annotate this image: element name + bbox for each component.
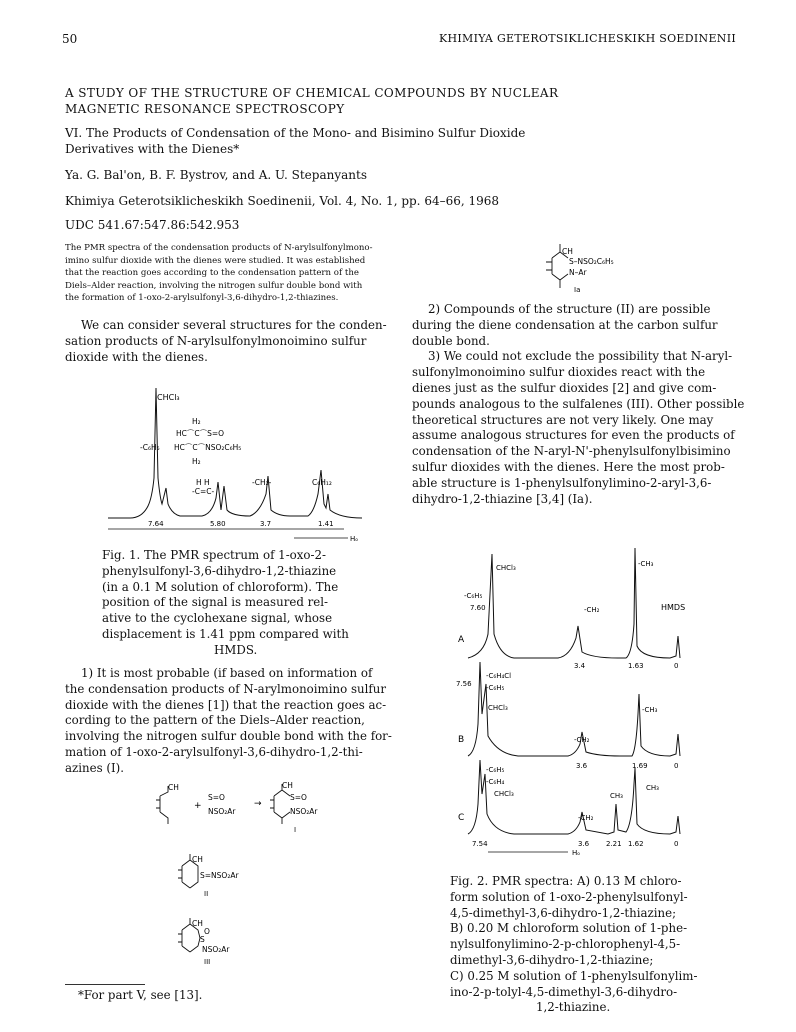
fig2-c-221: 2.21 <box>606 840 622 848</box>
fig2-caption-line: Fig. 2. PMR spectra: A) 0.13 M chloro- <box>450 874 682 888</box>
fig1-label-chcl3: CHCl₃ <box>157 393 180 402</box>
fig2-b-169: 1.69 <box>632 762 648 770</box>
structure-iii-o: O <box>204 927 210 936</box>
fig1-label-hc-n: HC⌒C⌒NSO₂C₆H₅ <box>174 443 242 452</box>
fig2-caption-line: dimethyl-3,6-dihydro-1,2-thiazine; <box>450 952 654 967</box>
fig2-b-ch2: -CH₂ <box>574 736 590 744</box>
fig2-caption-line: ino-2-p-tolyl-4,5-dimethyl-3,6-dihydro- <box>450 984 678 999</box>
right-line: 3) We could not exclude the possibility that N-aryl- <box>428 349 733 364</box>
structure-iii-nso2ar: NSO₂Ar <box>202 945 230 954</box>
right-line: double bond. <box>412 333 490 348</box>
fig1-caption-line: HMDS. <box>214 642 258 657</box>
fig1-tick-141: 1.41 <box>318 520 334 528</box>
fig2-c-c6h4: -C₆H₄ <box>486 778 505 786</box>
fig1-caption-line: (in a 0.1 M solution of chloroform). The <box>102 579 339 594</box>
part-title-line-2: Derivatives with the Dienes* <box>65 142 240 156</box>
right-line: dienes just as the sulfur dioxides [2] and give com- <box>412 380 717 395</box>
abstract-line: Diels–Alder reaction, involving the nitrogen sulfur double bond with <box>65 280 363 291</box>
abstract-line: imino sulfur dioxide with the dienes were studied. It was established <box>65 255 366 266</box>
journal-header: KHIMIYA GETEROTSIKLICHESKIKH SOEDINENII <box>438 32 736 45</box>
right-line: sulfonylmonoimino sulfur dioxides react with the <box>412 365 706 380</box>
scheme-so: S=O <box>208 793 225 802</box>
scheme-ch-a: CH <box>168 783 179 792</box>
fig2-b-chcl3: CHCl₃ <box>488 704 508 712</box>
abstract-line: The PMR spectra of the condensation products of N-arylsulfonylmono- <box>65 243 373 253</box>
right-line: sulfur dioxides with the dienes. Here the most prob- <box>412 459 725 474</box>
intro-line: dioxide with the dienes. <box>65 349 208 364</box>
fig1-tick-764: 7.64 <box>148 520 164 528</box>
structure-ii <box>170 852 280 902</box>
fig2-axis-label: Hₒ <box>572 849 581 857</box>
right-line: 2) Compounds of the structure (II) are possible <box>428 302 711 316</box>
fig2-caption-line: C) 0.25 M solution of 1-phenylsulfonylim- <box>450 968 698 983</box>
fig2-a-0: 0 <box>674 662 679 670</box>
fig2-caption-line: 1,2-thiazine. <box>536 1000 611 1015</box>
fig2-a-34: 3.4 <box>574 662 586 670</box>
scheme-plus: + <box>194 801 202 811</box>
fig2-b-c6h5: -C₆H₅ <box>486 684 505 692</box>
paragraph-1 <box>65 666 390 777</box>
scheme-ch-b: CH <box>282 781 293 790</box>
intro-paragraph <box>65 318 390 365</box>
fig2-b-0: 0 <box>674 762 679 770</box>
fig2-caption-line: B) 0.20 M chloroform solution of 1-phe- <box>450 921 688 936</box>
intro-line: We can consider several structures for the conden- <box>81 318 387 332</box>
fig2-c-36: 3.6 <box>578 840 590 848</box>
fig2-c-c6h5: -C₆H₅ <box>486 766 505 774</box>
footnote-rule <box>65 984 145 985</box>
fig2-label-b: B <box>458 735 465 745</box>
fig2-caption-line: nylsulfonylimino-2-p-chlorophenyl-4,5- <box>450 937 681 952</box>
paragraph-1-line: the condensation products of N-arylmonoimino sulfur <box>65 681 386 696</box>
right-line: theoretical structures are not very likely. One may <box>412 412 714 427</box>
title-line-1: A STUDY OF THE STRUCTURE OF CHEMICAL COMPOUNDS BY NUCLEAR <box>65 86 559 100</box>
fig2-label-hmds: HMDS <box>661 603 686 612</box>
page-number: 50 <box>62 32 78 46</box>
fig2-b-756: 7.56 <box>456 680 472 688</box>
footnote: *For part V, see [13]. <box>78 988 203 1002</box>
paragraph-1-line: mation of 1-oxo-2-arylsulfonyl-3,6-dihydro-1,2-thi- <box>65 744 363 759</box>
fig2-a-163: 1.63 <box>628 662 644 670</box>
fig2-a-c6h5: -C₆H₅ <box>464 592 483 600</box>
authors: Ya. G. Bal'on, B. F. Bystrov, and A. U. Stepanyants <box>65 168 367 182</box>
fig1-spectrum <box>100 378 370 544</box>
right-line: during the diene condensation at the carbon sulfur <box>412 317 718 332</box>
fig2-a-760: 7.60 <box>470 604 486 612</box>
fig2-a-chcl3: CHCl₃ <box>496 564 516 572</box>
right-line: dihydro-1,2-thiazine [3,4] (Ia). <box>412 491 593 506</box>
fig2-b-ch3: -CH₃ <box>642 706 658 714</box>
abstract <box>65 242 395 305</box>
fig1-label-ch2: -CH₂- <box>252 478 272 487</box>
structure-ia <box>540 240 690 298</box>
intro-line: sation products of N-arylsulfonylmonoimino sulfur <box>65 333 367 348</box>
right-column-text <box>412 302 747 507</box>
fig1-label-h2-top: H₂ <box>192 417 201 426</box>
fig1-caption-line: position of the signal is measured rel- <box>102 595 328 610</box>
fig2-b-36: 3.6 <box>576 762 588 770</box>
abstract-line: that the reaction goes according to the condensation pattern of the <box>65 268 359 278</box>
fig2-c-ch3a: CH₃ <box>610 792 623 800</box>
structure-ia-n: N–Ar <box>569 268 587 277</box>
fig1-trace <box>108 388 362 518</box>
right-line: assume analogous structures for even the products of <box>412 428 735 443</box>
udc: UDC 541.67:547.86:542.953 <box>65 218 240 232</box>
paragraph-1-line: 1) It is most probable (if based on information of <box>81 666 373 680</box>
fig2-c-chcl3: CHCl₃ <box>494 790 514 798</box>
fig1-caption-line: Fig. 1. The PMR spectrum of 1-oxo-2- <box>102 548 327 562</box>
structure-iii-s: S <box>200 935 205 944</box>
fig2-c-ch2: -CH₂ <box>578 814 594 822</box>
structure-ii-ch: CH <box>192 855 203 864</box>
fig1-label-hc-s: HC⌒C⌒S=O <box>176 429 225 438</box>
fig1-caption <box>102 548 392 659</box>
fig2-caption-line: form solution of 1-oxo-2-phenylsulfonyl- <box>450 889 688 904</box>
structure-ia-ch: CH <box>562 247 573 256</box>
fig1-caption-line: ative to the cyclohexane signal, whose <box>102 611 333 626</box>
fig1-axis-label: Hₒ <box>350 535 359 543</box>
scheme-arrow: → <box>254 799 262 809</box>
fig1-tick-37: 3.7 <box>260 520 272 528</box>
paragraph-1-line: azines (I). <box>65 760 125 775</box>
fig2-b-c6h4cl: -C₆H₄Cl <box>486 672 512 680</box>
structure-iii-roman: III <box>204 958 211 966</box>
fig2-c-0: 0 <box>674 840 679 848</box>
structure-iii-ch: CH <box>192 919 203 928</box>
paragraph-1-line: cording to the pattern of the Diels–Alder reaction, <box>65 713 365 728</box>
scheme-roman-i: I <box>294 826 297 834</box>
abstract-line: the formation of 1-oxo-2-arylsulfonyl-3,6-dihydro-1,2-thiazines. <box>65 293 339 303</box>
fig2-a-ch2: -CH₂ <box>584 606 600 614</box>
structure-ii-nso2ar: S=NSO₂Ar <box>200 871 239 880</box>
paragraph-1-line: involving the nitrogen sulfur double bond with the for- <box>65 729 392 744</box>
fig1-label-c6h12: C₆H₁₂ <box>312 478 332 487</box>
fig1-label-c6h5: -C₆H₅ <box>140 443 160 452</box>
fig2-c-162: 1.62 <box>628 840 644 848</box>
structure-ia-s: S–NSO₂C₆H₅ <box>569 257 614 266</box>
right-line: pounds analogous to the sulfalenes (III). Other possible <box>412 396 745 411</box>
fig2-caption <box>450 874 750 1016</box>
fig2-a-ch3: -CH₃ <box>638 560 654 568</box>
scheme-nso2ar-b: NSO₂Ar <box>290 807 318 816</box>
structure-ia-roman: Ia <box>574 286 581 294</box>
title-line-2: MAGNETIC RESONANCE SPECTROSCOPY <box>65 102 345 116</box>
fig2-c-ch3b: CH₃ <box>646 784 659 792</box>
fig2-caption-line: 4,5-dimethyl-3,6-dihydro-1,2-thiazine; <box>450 905 677 920</box>
part-title-line-1: VI. The Products of Condensation of the Mono- and Bisimino Sulfur Dioxide <box>65 126 526 140</box>
fig2-c-754: 7.54 <box>472 840 488 848</box>
fig1-label-h2-bot: H₂ <box>192 457 201 466</box>
fig2-label-a: A <box>458 635 465 645</box>
scheme-nso2ar: NSO₂Ar <box>208 807 236 816</box>
reaction-scheme <box>150 778 350 838</box>
structure-ii-roman: II <box>204 890 209 898</box>
fig2-spectra <box>448 534 718 864</box>
fig2-label-c: C <box>458 813 465 823</box>
right-line: able structure is 1-phenylsulfonylimino-2-aryl-3,6- <box>412 475 712 490</box>
scheme-so-b: S=O <box>290 793 307 802</box>
paragraph-1-line: dioxide with the dienes [1]) that the reaction goes ac- <box>65 697 387 712</box>
fig1-label-cc: -C=C- <box>192 487 215 496</box>
fig1-caption-line: phenylsulfonyl-3,6-dihydro-1,2-thiazine <box>102 563 337 578</box>
fig1-tick-580: 5.80 <box>210 520 226 528</box>
right-line: condensation of the N-aryl-N'-phenylsulfonylbisimino <box>412 444 731 459</box>
fig1-label-hh: H H <box>196 478 210 487</box>
structure-iii <box>170 914 280 970</box>
citation: Khimiya Geterotsiklicheskikh Soedinenii, Vol. 4, No. 1, pp. 64–66, 1968 <box>65 194 500 208</box>
fig1-caption-line: displacement is 1.41 ppm compared with <box>102 626 349 641</box>
